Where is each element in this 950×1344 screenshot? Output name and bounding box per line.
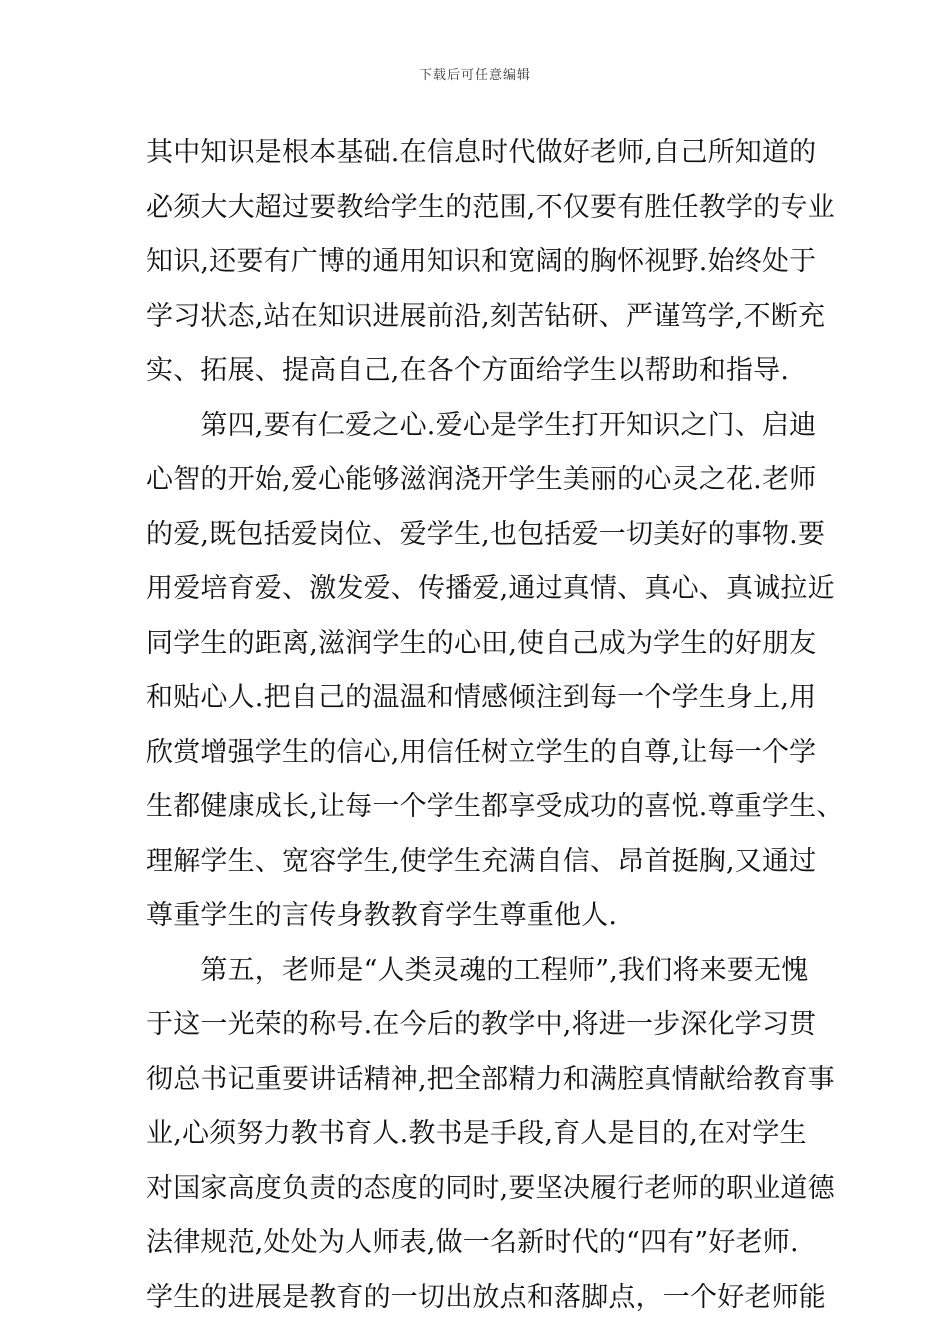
page-header: 下载后可任意编辑 (418, 68, 531, 83)
text-line: 尊重学生的言传身教教育学生尊重他人. (146, 900, 618, 931)
text-line: 的爱,既包括爱岗位、爱学生,也包括爱一切美好的事物.要 (146, 518, 826, 550)
text-line: 生都健康成长,让每一个学生都享受成功的喜悦.尊重学生、 (146, 791, 844, 822)
text-line: 必须大大超过要教给学生的范围,不仅要有胜任教学的专业 (146, 191, 835, 223)
text-line: 和贴心人.把自己的温温和情感倾注到每一个学生身上,用 (146, 682, 817, 713)
text-line: 心智的开始,爱心能够滋润浇开学生美丽的心灵之花.老师 (146, 464, 817, 495)
text-line: 第五，老师是“人类灵魂的工程师”,我们将来要无愧 (146, 954, 809, 986)
text-line: 欣赏增强学生的信心,用信任树立学生的自尊,让每一个学 (146, 736, 817, 768)
document-body (146, 126, 846, 1325)
text-line: 用爱培育爱、激发爱、传播爱,通过真情、真心、真诚拉近 (146, 573, 835, 604)
text-line: 同学生的距离,滋润学生的心田,使自己成为学生的好朋友 (146, 627, 817, 659)
text-line: 于这一光荣的称号.在今后的教学中,将进一步深化学习贯 (146, 1009, 817, 1040)
text-line: 对国家高度负责的态度的同时,要坚决履行老师的职业道德 (146, 1172, 835, 1204)
text-line: 第四,要有仁爱之心.爱心是学生打开知识之门、启迪 (146, 409, 817, 441)
text-line: 其中知识是根本基础.在信息时代做好老师,自己所知道的 (146, 137, 817, 168)
text-line: 学生的进展是教育的一切出放点和落脚点，一个好老师能 (146, 1281, 826, 1313)
text-line: 学习状态,站在知识进展前沿,刻苦钻研、严谨笃学,不断充 (146, 300, 826, 332)
text-line: 业,心须努力教书育人.教书是手段,育人是目的,在对学生 (146, 1118, 807, 1149)
text-line: 法律规范,处处为人师表,做一名新时代的“四有”好老师. (146, 1227, 799, 1258)
text-line: 理解学生、宽容学生,使学生充满自信、昂首挺胸,又通过 (146, 845, 817, 877)
text-line: 彻总书记重要讲话精神,把全部精力和满腔真情献给教育事 (146, 1063, 835, 1095)
text-line: 实、拓展、提高自己,在各个方面给学生以帮助和指导. (146, 355, 790, 386)
text-line: 知识,还要有广博的通用知识和宽阔的胸怀视野.始终处于 (146, 246, 817, 277)
